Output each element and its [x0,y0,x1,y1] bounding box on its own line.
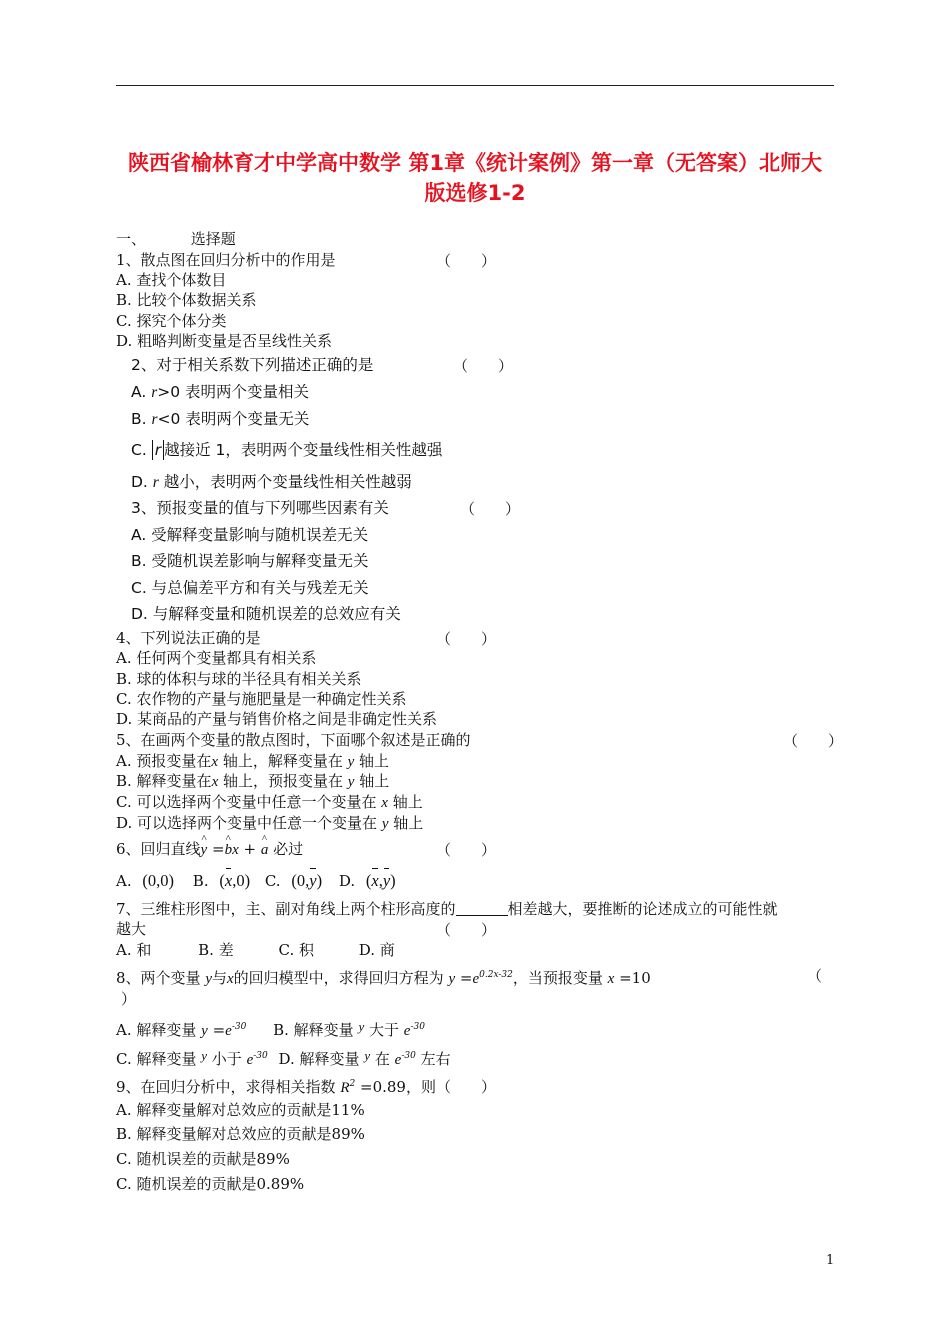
q7-options [116,940,395,960]
q3-option-d: D. 与解释变量和随机误差的总效应有关 [131,605,401,623]
q3-option-a: A. 受解释变量影响与随机误差无关 [131,526,369,544]
q6-option-b: (x,0) [219,871,251,890]
q7-answer-paren: （ ） [436,921,497,939]
q5-option-d: D. 可以选择两个变量中任意一个变量在 y 轴上 [116,814,424,832]
q2-option-a: A. r>0 表明两个变量相关 [131,383,310,401]
q9-option-d: C. 随机误差的贡献是0.89% [116,1175,305,1193]
q4-option-d: D. 某商品的产量与销售价格之间是非确定性关系 [116,710,438,728]
q9-option-a: A. 解释变量解对总效应的贡献是11% [116,1101,365,1119]
q5-answer-paren: （ ） [783,732,844,750]
q1-answer-paren: （ ） [436,252,497,270]
q7-stem-line2: 越大 [116,920,147,938]
q8-answer-paren-close: ） [121,990,137,1008]
q6-options [116,871,396,891]
q6-option-c: (0,y) [291,871,323,890]
q2-answer-paren: （ ） [453,357,514,375]
q8-options-cd [116,1046,451,1070]
q1-option-a: A. 查找个体数目 [116,271,227,289]
q7-option-c: C. 积 [278,941,314,959]
q7-blank [456,901,508,916]
q6-option-d: (x,y) [365,871,396,890]
q8-option-c: C. 解释变量 y 小于 $e^{-30}$ [116,1048,268,1068]
q4-option-b: B. 球的体积与球的半径具有相关关系 [116,670,362,688]
document-title [116,148,834,208]
q2-option-c: C. r 越接近 1，表明两个变量线性相关性越强 [131,441,443,459]
header-rule [116,85,834,86]
q4-stem: 4、下列说法正确的是 [116,629,261,647]
q6-stem: 6、回归直线^ y =^ bx + ^ a 必过 [116,839,303,860]
q4-option-a: A. 任何两个变量都具有相关系 [116,649,317,667]
q6-option-c-label: C. [264,872,281,890]
q7-option-d: D. 商 [358,941,395,959]
q2-stem: 2、对于相关系数下列描述正确的是 [131,356,374,374]
q8-option-b: B. 解释变量 y 大于 $e^{-30}$ [273,1019,425,1039]
q6-option-b-label: B. [192,872,209,890]
q6-option-a: (0,0) [142,871,175,890]
q3-stem: 3、预报变量的值与下列哪些因素有关 [131,499,389,517]
q4-option-c: C. 农作物的产量与施肥量是一种确定性关系 [116,690,407,708]
q3-answer-paren: （ ） [460,500,521,518]
q7-option-a: A. 和 [116,941,152,959]
q8-options-ab [116,1017,425,1041]
q1-stem: 1、散点图在回归分析中的作用是 [116,251,336,269]
q2-option-d: D. r 越小，表明两个变量线性相关性越弱 [131,473,412,491]
q2-option-b: B. r<0 表明两个变量无关 [131,410,310,428]
q5-option-c: C. 可以选择两个变量中任意一个变量在 x 轴上 [116,793,423,811]
section-number: 一、 [116,230,147,248]
q8-stem: 8、两个变量 y与x的回归模型中，求得回归方程为 $y =e^{0.2x-32}$，当预报变量 x =10 [116,969,651,987]
title-line-1: 陕西省榆林育才中学高中数学 第1章《统计案例》第一章（无答案）北师大 [128,151,822,175]
q9-stem: 9、在回归分析中，求得相关指数 $R^2 =0.89$，则（ ） [116,1078,496,1096]
q7-stem: 7、三维柱形图中，主、副对角线上两个柱形高度的 相差越大，要推断的论述成立的可能性就 [116,900,778,918]
q1-option-b: B. 比较个体数据关系 [116,291,257,309]
q8-option-d: D. 解释变量 y 在 $e^{-30}$ 左右 [278,1048,451,1068]
title-line-2: 版选修1-2 [424,181,526,205]
q8-answer-paren-open: （ [807,967,823,985]
q5-option-a: A. 预报变量在x 轴上，解释变量在 y 轴上 [116,752,390,770]
page-number: 1 [826,1253,835,1268]
q3-option-b: B. 受随机误差影响与解释变量无关 [131,552,369,570]
q9-option-b: B. 解释变量解对总效应的贡献是89% [116,1125,365,1143]
q6-option-a-label: A. [116,872,132,890]
q5-option-b: B. 解释变量在x 轴上，预报变量在 y 轴上 [116,772,390,790]
q4-answer-paren: （ ） [436,630,497,648]
q1-option-d: D. 粗略判断变量是否呈线性关系 [116,332,333,350]
q6-option-d-label: D. [338,872,356,890]
q7-option-b: B. 差 [198,941,234,959]
section-heading [116,229,236,249]
q5-stem: 5、在画两个变量的散点图时，下面哪个叙述是正确的 [116,731,471,749]
section-label: 选择题 [190,230,236,248]
q8-option-a: A. 解释变量 $y =e^{-30}$ [116,1021,247,1039]
q3-option-c: C. 与总偏差平方和有关与残差无关 [131,579,369,597]
q1-option-c: C. 探究个体分类 [116,312,227,330]
q9-option-c: C. 随机误差的贡献是89% [116,1150,290,1168]
q6-answer-paren: （ ） [436,841,497,859]
